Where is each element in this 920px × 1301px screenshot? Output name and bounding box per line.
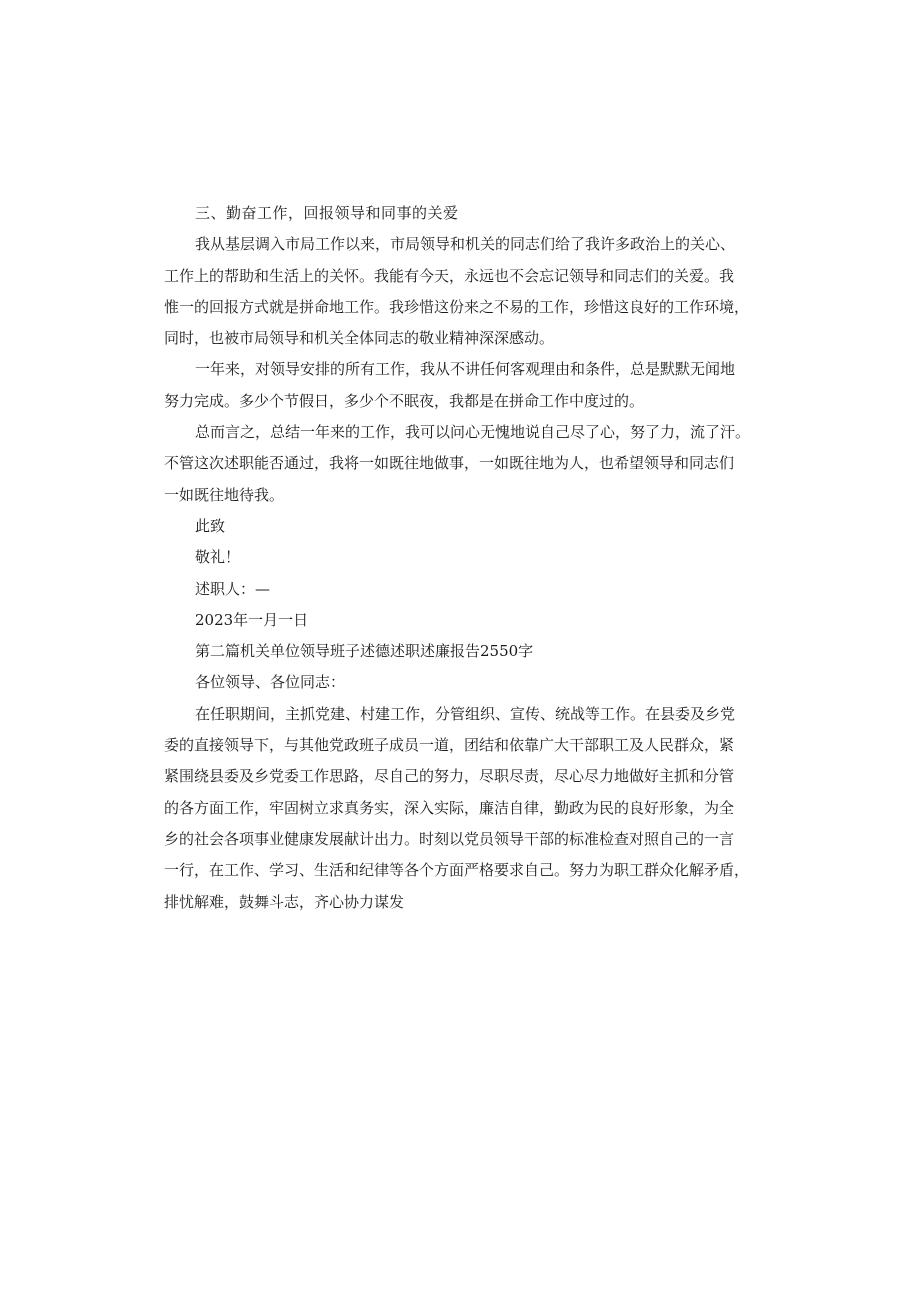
paragraph-line: 我从基层调入市局工作以来，市局领导和机关的同志们给了我许多政治上的关心、 [195, 235, 736, 254]
paragraph-duties [164, 699, 764, 918]
paragraph-line: 的各方面工作，牢固树立求真务实，深入实际，廉洁自律，勤政为民的良好形象，为全 [164, 798, 735, 817]
paragraph-line: 工作上的帮助和生活上的关怀。我能有今天，永远也不会忘记领导和同志们的关爱。我 [164, 266, 735, 285]
signer-line: 述职人：— [195, 579, 271, 598]
paragraph-line: 排忧解难，鼓舞斗志，齐心协力谋发 [164, 892, 405, 911]
second-report-title: 第二篇机关单位领导班子述德述职述廉报告2550字 [195, 642, 534, 661]
paragraph-line: 乡的社会各项事业健康发展献计出力。时刻以党员领导干部的标准检查对照自己的一言 [164, 829, 735, 848]
paragraph-line: 紧围绕县委及乡党委工作思路，尽自己的努力，尽职尽责，尽心尽力地做好主抓和分管 [164, 767, 735, 786]
paragraph-gratitude [164, 229, 764, 354]
closing-salute: 敬礼！ [195, 548, 241, 567]
paragraph-line: 惟一的回报方式就是拼命地工作。我珍惜这份来之不易的工作，珍惜这良好的工作环境， [164, 297, 750, 316]
paragraph-line: 一行，在工作、学习、生活和纪律等各个方面严格要求自己。努力为职工群众化解矛盾， [164, 861, 750, 880]
paragraph-line: 努力完成。多少个节假日，多少个不眠夜，我都是在拼命工作中度过的。 [164, 391, 645, 410]
paragraph-line: 委的直接领导下，与其他党政班子成员一道，团结和依靠广大干部职工及人民群众，紧 [164, 736, 735, 755]
closing-regards: 此致 [195, 516, 226, 535]
salutation: 各位领导、各位同志： [195, 673, 346, 692]
paragraph-line: 同时，也被市局领导和机关全体同志的敬业精神深深感动。 [164, 329, 555, 348]
paragraph-line: 在任职期间，主抓党建、村建工作，分管组织、宣传、统战等工作。在县委及乡党 [195, 704, 736, 723]
document-body [164, 198, 764, 918]
section-heading: 三、勤奋工作，回报领导和同事的关爱 [195, 204, 459, 222]
paragraph-line: 一年来，对领导安排的所有工作，我从不讲任何客观理由和条件，总是默默无闻地 [195, 360, 736, 379]
paragraph-line: 一如既往地待我。 [164, 485, 285, 504]
paragraph-summary [164, 417, 764, 511]
paragraph-line: 总而言之，总结一年来的工作，我可以问心无愧地说自己尽了心，努了力，流了汗。 [195, 423, 751, 442]
paragraph-line: 不管这次述职能否通过，我将一如既往地做事，一如既往地为人，也希望领导和同志们 [164, 454, 735, 473]
date-line: 2023年一月一日 [195, 610, 309, 629]
paragraph-year-work [164, 354, 764, 417]
